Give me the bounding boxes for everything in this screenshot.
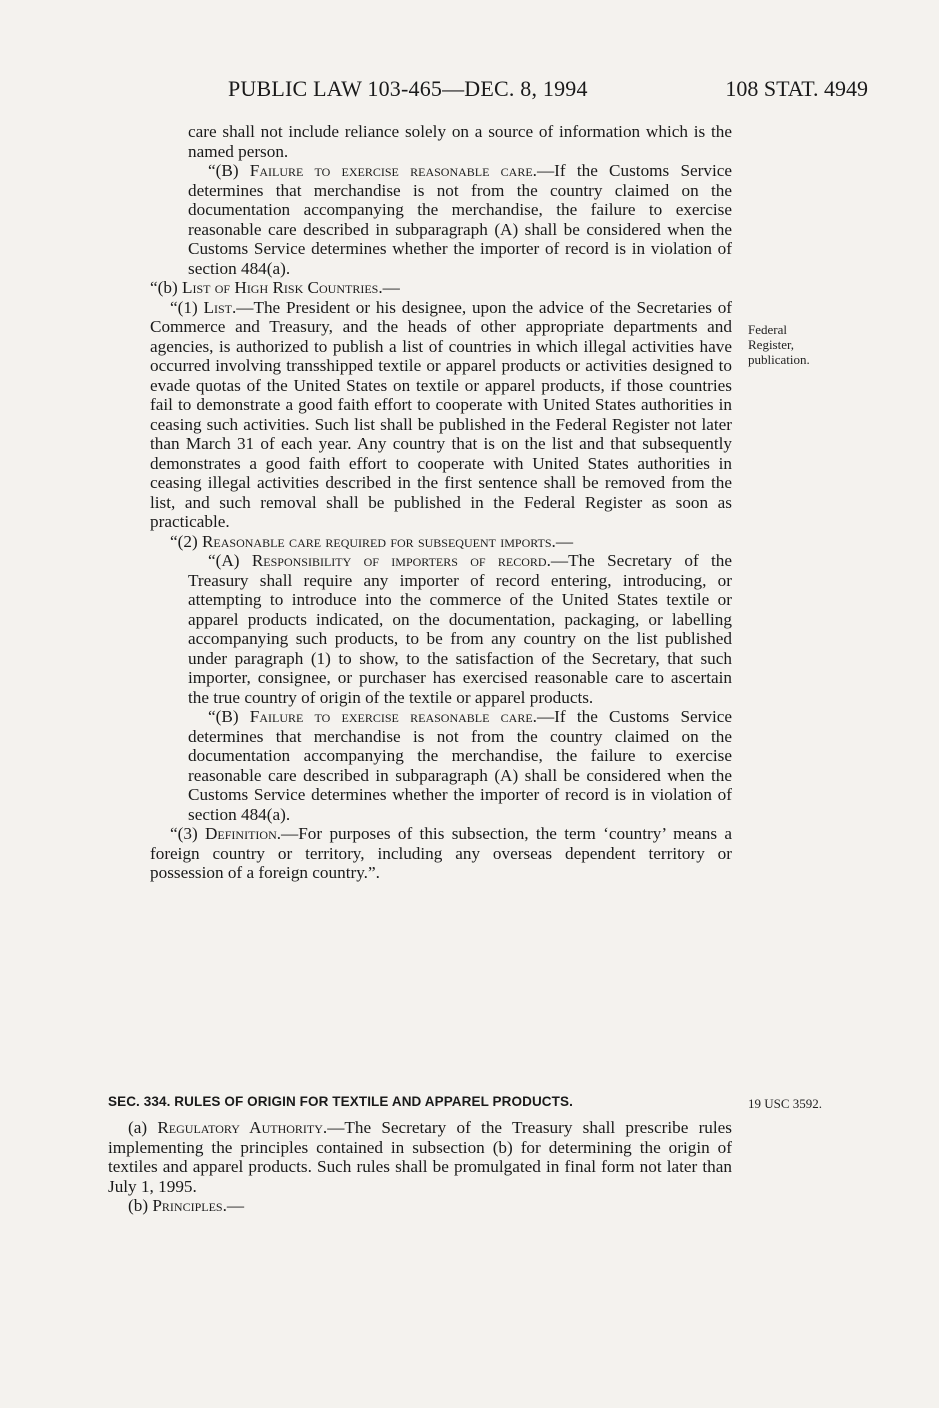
statute-page-number: 108 STAT. 4949 [725,76,868,101]
section-334-body [108,1118,732,1216]
margin-note-usc-cite: 19 USC 3592. [748,1096,823,1111]
subparagraph-block-2 [150,551,732,824]
subparagraph-a-2: “(A) Responsibility of importers of record.—The Secretary of the Treasury shall require any importer of record entering, introducing, or attempting to introduce into the commerce of the United States textile or apparel products indicated, on the documentation, packaging, or labelling accompanying such products, to be from any country on the list published under paragraph (1) to show, to the satisfaction of the Secretary, that such importer, consignee, or purchaser has exercised reasonable care to ascertain the true country of origin of the textile or apparel products. [188,551,732,707]
paragraph-3: “(3) Definition.—For purposes of this subsection, the term ‘country’ means a foreign country or territory, including any overseas dependent territory or possession of a foreign country.”. [150,824,732,882]
subparagraph-b-2: “(B) Failure to exercise reasonable care.—If the Customs Service determines that merchandise is not from the country claimed on the documentation accompanying the merchandise, the failure to exercise reasonable care described in subparagraph (A) shall be considered when the Customs Service determines whether the importer of record is in violation of section 484(a). [188,707,732,824]
intro-text: care shall not include reliance solely on a source of information which is the named person. [188,122,732,161]
subsection-a: (a) Regulatory Authority.—The Secretary of the Treasury shall prescribe rules implementing the principles contained in subsection (b) for determining the origin of textiles and apparel products. Such rules shall be promulgated in final form not later than July 1, 1995. [108,1118,732,1196]
statute-body [150,122,732,883]
paragraph-1: “(1) List.—The President or his designee, upon the advice of the Secretaries of Commerce and Treasury, and the heads of other appropriate departments and agencies, is authorized to publish a list of countries in which illegal activities have occurred involving transshipped textile or apparel products or activities designed to evade quotas of the United States on textile or apparel products, if those countries fail to demonstrate a good faith effort to cooperate with United States authorities in ceasing such activities. Such list shall be published in the Federal Register not later than March 31 of each year. Any country that is on the list and that subsequently demonstrates a good faith effort to cooperate with United States authorities in ceasing illegal activities described in the first sentence shall be removed from the list, and such removal shall be published in the Federal Register as soon as practicable. [150,297,733,531]
public-law-citation: PUBLIC LAW 103-465—DEC. 8, 1994 [228,76,588,101]
page-header [228,76,868,110]
subsection-b: (b) Principles.— [128,1196,245,1215]
subparagraph-block-1 [150,122,732,278]
section-334-heading: SEC. 334. RULES OF ORIGIN FOR TEXTILE AND APPAREL PRODUCTS. [108,1094,573,1109]
paragraph-2-heading: “(2) Reasonable care required for subsequent imports.— [170,531,574,551]
margin-note-federal-register: Federal Register, publication. [748,322,810,367]
subparagraph-b-1: “(B) Failure to exercise reasonable care.—If the Customs Service determines that merchandise is not from the country claimed on the documentation accompanying the merchandise, the failure to exercise reasonable care described in subparagraph (A) shall be considered when the Customs Service determines whether the importer of record is in violation of section 484(a). [188,161,732,278]
subsection-b-heading: “(b) List of High Risk Countries.— [150,278,400,297]
